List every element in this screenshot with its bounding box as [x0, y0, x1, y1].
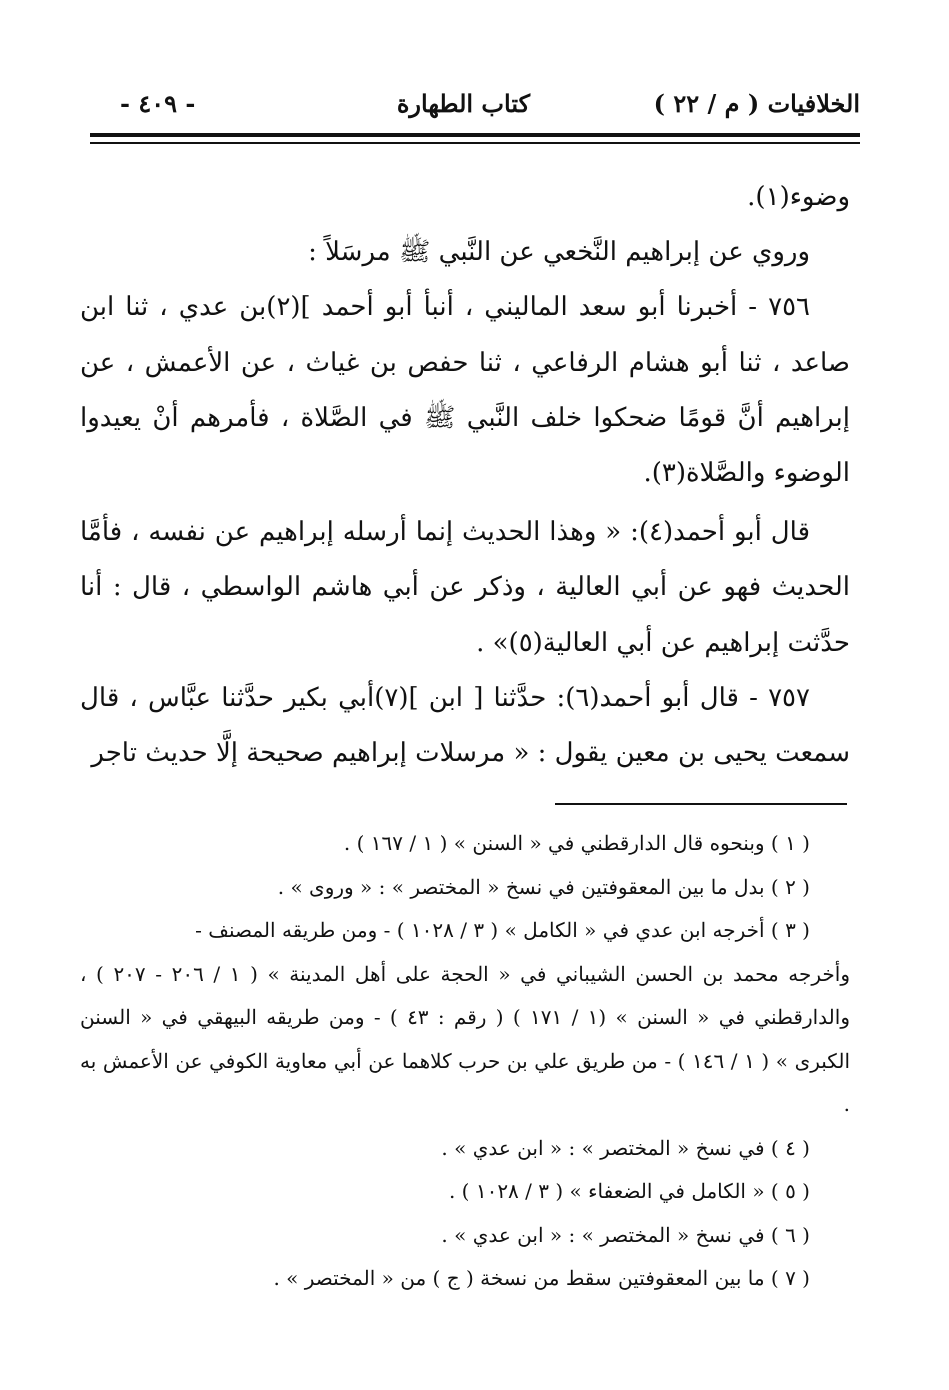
footnote-4: ( ٤ ) في نسخ « المختصر » : « ابن عدي » .: [441, 1135, 810, 1160]
main-text: [80, 170, 850, 781]
header-rule-thick: [90, 133, 860, 137]
footnote-3-continuation: وأخرجه محمد بن الحسن الشيباني في « الحجة على أهل المدينة » ( ١ / ٢٠٦ - ٢٠٧ ) ، والدارقطني في « السنن » (١ / ١٧١ ) ( رقم : ٤٣ ) - ومن طريقه البيهقي في « السنن الكبرى » ( ١ / ١٤٦ ) - من طريق علي بن حرب كلاهما عن أبي معاوية الكوفي عن الأعمش به .: [80, 961, 850, 1116]
paragraph-abu-ahmad-comment: قال أبو أحمد(٤): « وهذا الحديث إنما أرسله إبراهيم عن نفسه ، فأمَّا الحديث فهو عن أبي العالية ، وذكر عن أبي هاشم الواسطي ، قال : أنا حدَّثت إبراهيم عن أبي العالية(٥)» .: [80, 517, 850, 658]
paragraph-continuation: وضوء(١).: [747, 182, 850, 212]
footnote-2: ( ٢ ) بدل ما بين المعقوفتين في نسخ « المختصر » : « وروى » .: [277, 874, 810, 899]
page-header: [90, 82, 860, 126]
paragraph-intro: وروي عن إبراهيم النَّخعي عن النَّبي ﷺ مرسَلاً :: [308, 237, 810, 268]
header-chapter-title: كتاب الطهارة: [396, 89, 530, 118]
footnote-1: ( ١ ) وبنحوه قال الدارقطني في « السنن » ( ١ / ١٦٧ ) .: [343, 831, 810, 855]
paragraph-hadith-757: ٧٥٧ - قال أبو أحمد(٦): حدَّثنا [ ابن ](٧)أبي بكير حدَّثنا عبَّاس ، قال سمعت يحيى بن معين يقول : « مرسلات إبراهيم صحيحة إلَّا حديث تاجر: [80, 682, 850, 769]
footnote-5: ( ٥ ) « الكامل في الضعفاء » ( ٣ / ١٠٢٨ ) .: [448, 1179, 810, 1203]
footnote-7: ( ٧ ) ما بين المعقوفتين سقط من نسخة ( ج ) من « المختصر » .: [273, 1266, 810, 1290]
footnote-6: ( ٦ ) في نسخ « المختصر » : « ابن عدي » .: [441, 1222, 810, 1247]
footnote-3: ( ٣ ) أخرجه ابن عدي في « الكامل » ( ٣ / ١٠٢٨ ) - ومن طريقه المصنف -: [195, 918, 810, 942]
header-book-part: الخلافيات ( م / ٢٢ ): [653, 89, 860, 118]
paragraph-hadith-756: ٧٥٦ - أخبرنا أبو سعد الماليني ، أنبأ أبو أحمد ](٢)بن عدي ، ثنا ابن صاعد ، ثنا أبو هشام الرفاعي ، ثنا حفص بن غياث ، عن الأعمش ، عن إبراهيم أنَّ قومًا ضحكوا خلف النَّبي ﷺ في الصَّلاة ، فأمرهم أنْ يعيدوا الوضوء والصَّلاة(٣).: [80, 292, 850, 489]
header-page-number: - ٤٠٩ -: [120, 89, 196, 118]
header-rule-thin: [90, 142, 860, 144]
footnotes: [80, 822, 850, 1301]
footnote-separator: [555, 803, 847, 805]
